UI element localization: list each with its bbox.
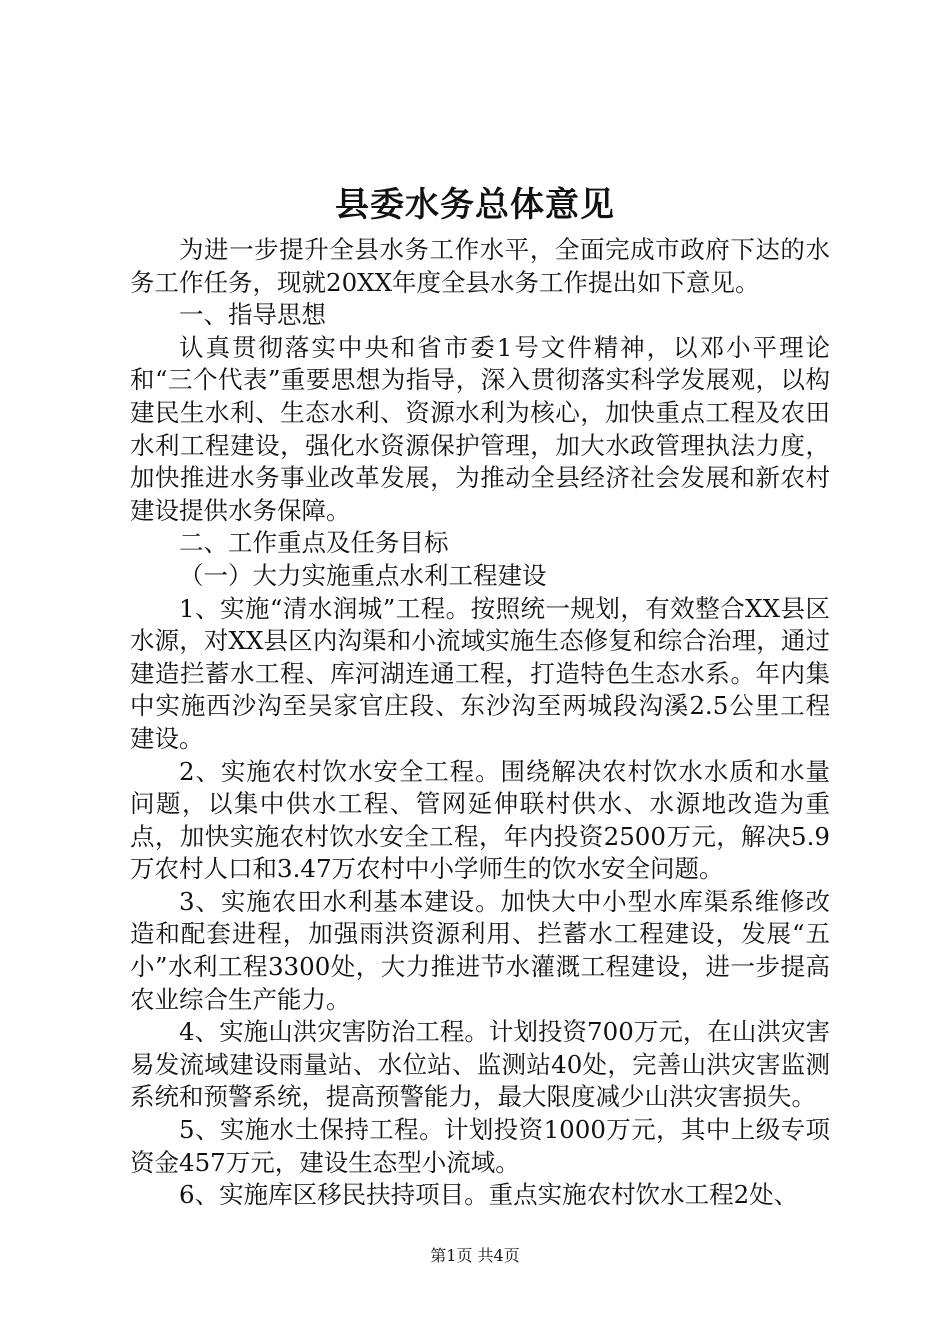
document-title: 县委水务总体意见 — [335, 185, 615, 225]
intro-paragraph: 为进一步提升全县水务工作水平，全面完成市政府下达的水务工作任务，现就20XX年度全县水务工作提出如下意见。 — [130, 235, 830, 297]
item-3-paragraph: 3、实施农田水利基本建设。加快大中小型水库渠系维修改造和配套进程，加强雨洪资源利用、拦蓄水工程建设，发展“五小”水利工程3300处，大力推进节水灌溉工程建设，进一步提高农业综合生产能力。 — [130, 886, 830, 1014]
item-2-paragraph: 2、实施农村饮水安全工程。围绕解决农村饮水水质和水量问题，以集中供水工程、管网延伸联村供水、水源地改造为重点，加快实施农村饮水安全工程，年内投资2500万元，解决5.9万农村人口和3.47万农村中小学师生的饮水安全问题。 — [130, 756, 830, 884]
page-number-footer: 第1页 共4页 — [430, 1246, 520, 1265]
section-heading-work-focus: 二、工作重点及任务目标 — [179, 528, 449, 558]
document-body — [130, 234, 830, 1212]
item-6-paragraph: 6、实施库区移民扶持项目。重点实施农村饮水工程2处、 — [179, 1180, 799, 1210]
item-4-paragraph: 4、实施山洪灾害防治工程。计划投资700万元，在山洪灾害易发流域建设雨量站、水位站、监测站40处，完善山洪灾害监测系统和预警系统，提高预警能力，最大限度减少山洪灾害损失。 — [130, 1017, 830, 1112]
section-heading-guiding-thought: 一、指导思想 — [179, 300, 326, 330]
item-5-paragraph: 5、实施水土保持工程。计划投资1000万元，其中上级专项资金457万元，建设生态型小流域。 — [130, 1115, 830, 1177]
item-1-paragraph: 1、实施“清水润城”工程。按照统一规划，有效整合XX县区水源，对XX县区内沟渠和小流域实施生态修复和综合治理，通过建造拦蓄水工程、库河湖连通工程，打造特色生态水系。年内集中实施西沙沟至吴家官庄段、东沙沟至两城段沟溪2.5公里工程建设。 — [130, 593, 830, 753]
subsection-heading-key-projects: （一）大力实施重点水利工程建设 — [179, 560, 547, 590]
guiding-thought-paragraph: 认真贯彻落实中央和省市委1号文件精神，以邓小平理论和“三个代表”重要思想为指导，深入贯彻落实科学发展观，以构建民生水利、生态水利、资源水利为核心，加快重点工程及农田水利工程建设，强化水资源保护管理，加大水政管理执法力度，加快推进水务事业改革发展，为推动全县经济社会发展和新农村建设提供水务保障。 — [130, 332, 830, 525]
